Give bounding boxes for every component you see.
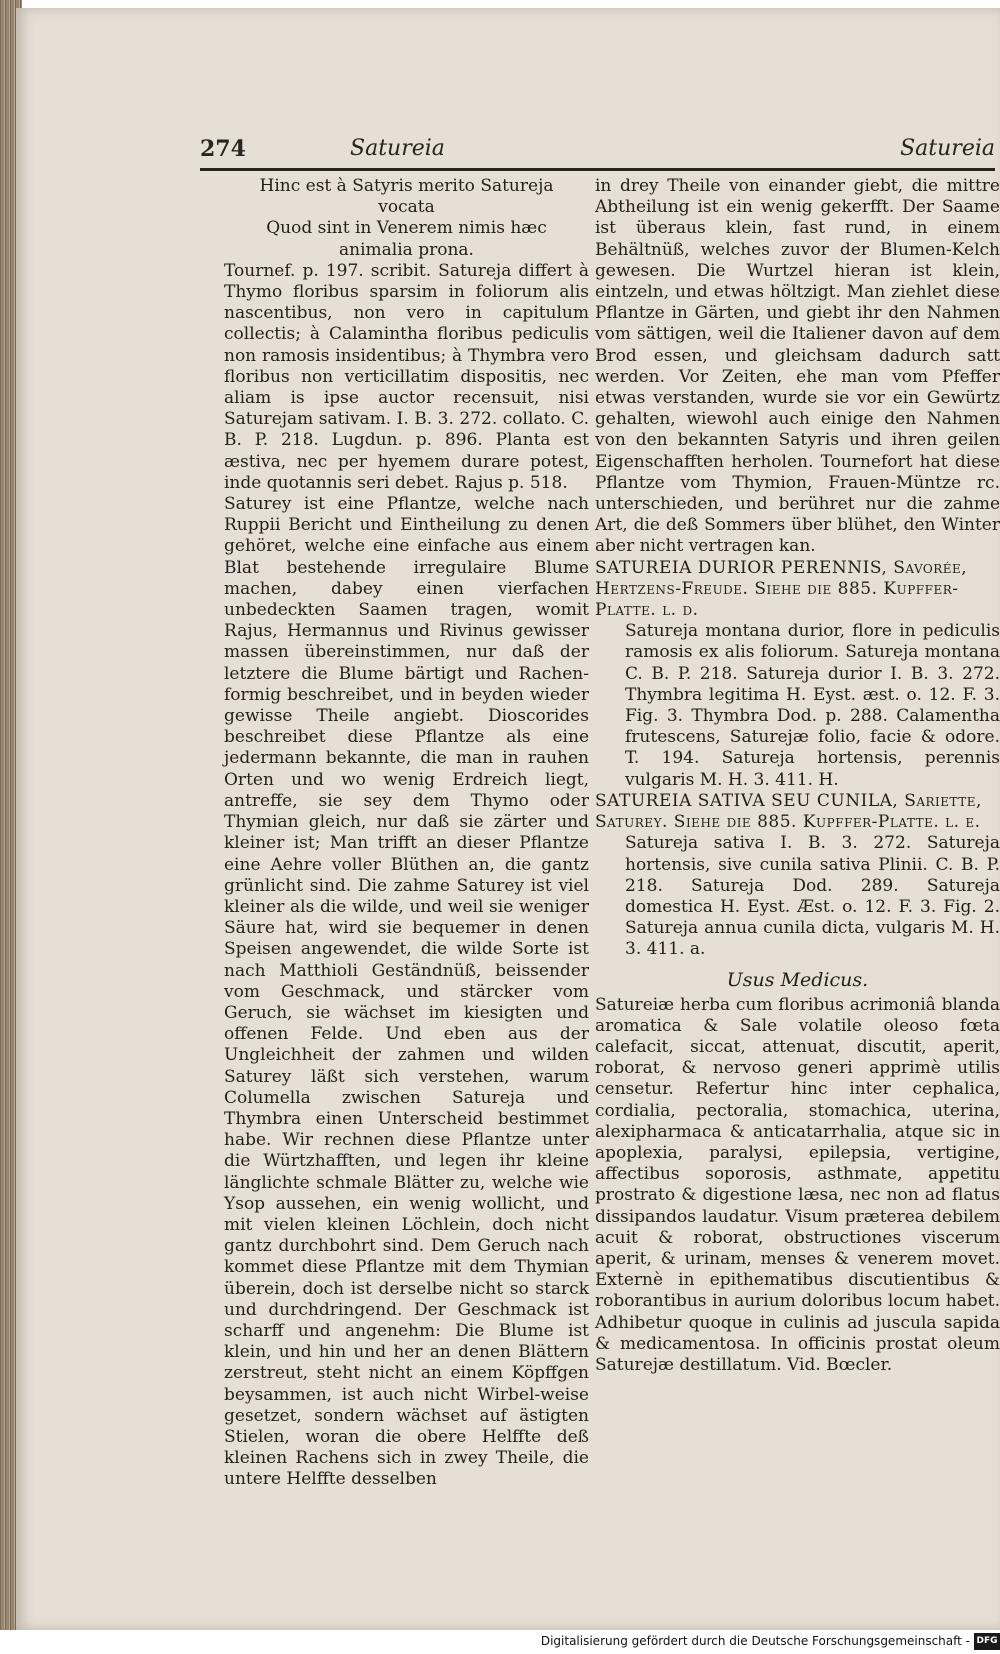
verse-line: Hinc est à Satyris merito Satureja xyxy=(259,176,554,196)
running-title-left: Satureia xyxy=(350,136,445,161)
entry-heading-durior: SATUREIA DURIOR PERENNIS, Savorée, Hertzens-Freude. Siehe die 885. Kupffer-Platte. l. d. xyxy=(595,557,968,621)
entry-body-durior: Satureja montana durior, flore in pediculis ramosis ex alis foliorum. Satureja montana C. B. P. 218. Satureja durior I. B. 3. 272. Thymbra legitima H. Eyst. æst. o. 12. F. 3. Fig. 3. Thymbra Dod. p. 288. Calamentha frutescens, Saturejæ folio, facie & odore. T. 194. Satureja hortensis, perennis vulgaris M. H. 3. 411. H. xyxy=(625,621,1000,790)
footer-credit: Digitalisierung gefördert durch die Deutsche Forschungsgemeinschaft - xyxy=(540,1634,970,1648)
latin-paragraph: Tournef. p. 197. scribit. Satureja differt à Thymo floribus sparsim in foliorum alis nascentibus, non vero in capitulum collectis; à Calamintha floribus pediculis non ramosis insidentibus; à Thymbra vero floribus non verticillatim dispositis, nec aliam is ipse auctor recensuit, nisi Saturejam sativam. I. B. 3. 272. collato. C. B. P. 218. Lugdun. p. 896. Planta est æstiva, nec per hyemem durare potest, inde quotannis seri debet. Rajus p. 518. xyxy=(224,260,589,493)
page-header xyxy=(200,132,995,172)
entry-heading-sativa: SATUREIA SATIVA SEU CUNILA, Sariette, Saturey. Siehe die 885. Kupffer-Platte. l. e. xyxy=(595,790,982,833)
german-paragraph: Saturey ist eine Pflantze, welche nach Ruppii Bericht und Eintheilung zu denen gehöret, welche eine einfache aus einem Blat bestehende irregulaire Blume machen, dabey einen vierfachen unbedeckten Saamen tragen, womit Rajus, Hermannus und Rivinus gewisser massen übereinstimmen, nur daß der letztere die Blume bärtigt und Rachen-formig beschreibet, und in beyden wieder gewisse Theile angiebt. Dioscorides beschreibet diese Pflantze als eine jedermann bekannte, die man in rauhen Orten und wo wenig Erdreich liegt, antreffe, sie sey dem Thymo oder Thymian gleich, nur daß sie zärter und kleiner ist; Man trifft an dieser Pflantze eine Aehre voller Blüthen an, die gantz grünlicht sind. Die zahme Saturey ist viel kleiner als die wilde, und weil sie weniger Säure hat, wird sie bequemer in denen Speisen angewendet, die wilde Sorte ist nach Matthioli Geständnüß, beissender vom Geschmack, und stärcker vom Geruch, sie wächset im kiesigten und offenen Felde. Und eben aus der Ungleichheit der zahmen und wilden Saturey läßt sich verstehen, warum Columella zwischen Satureja und Thymbra einen Unterscheid bestimmet habe. Wir rechnen diese Pflantze unter die Würtzhafften, und legen ihr kleine länglichte schmale Blätter zu, welche wie Ysop aussehen, ein wenig wollicht, und mit vielen kleinen Löchlein, doch nicht gantz durchbohrt sind. Dem Geruch nach kommet diese Pflantze mit dem Thymian überein, doch ist derselbe nicht so starck und durchdringend. Der Geschmack ist scharff und angenehm: Die Blume ist klein, und hin und her an denen Blättern zerstreut, steht nicht an einem Köpffgen beysammen, ist auch nicht Wirbel-weise gesetzet, sondern wächset auf ästigten Stielen, woran die obere Helffte deß kleinen Rachens sich in zwey Theile, die untere Helffte desselben xyxy=(224,494,589,1490)
digitization-footer xyxy=(0,1630,1000,1654)
left-column xyxy=(224,176,589,1491)
dfg-logo-icon: DFG xyxy=(974,1633,1000,1650)
usus-medicus-heading: Usus Medicus. xyxy=(726,968,869,991)
verse-line: Quod sint in Venerem nimis hæc xyxy=(266,218,547,239)
verse-line: animalia prona. xyxy=(339,239,474,260)
verse-line: vocata xyxy=(378,197,435,218)
right-column xyxy=(595,176,1000,1376)
page-number: 274 xyxy=(200,136,246,162)
continuation-paragraph: in drey Theile von einander giebt, die mittre Abtheilung ist ein wenig gekerfft. Der Saame ist überaus klein, fast rund, in einem Behältnüß, welches zuvor der Blumen-Kelch gewesen. Die Wurtzel hieran ist klein, eintzeln, und etwas höltzigt. Man ziehlet diese Pflantze in Gärten, und giebt ihr den Nahmen vom sättigen, weil die Italiener davon auf dem Brod essen, und gleichsam dadurch satt werden. Vor Zeiten, ehe man vom Pfeffer etwas verstanden, wurde sie vor ein Gewürtz gehalten, wiewohl auch einige den Nahmen von den bekannten Satyris und ihren geilen Eigenschafften herholen. Tournefort hat diese Pflantze vom Thymion, Frauen-Müntze rc. unterschieden, und berühret nur die zahme Art, die deß Sommers über blühet, den Winter aber nicht vertragen kan. xyxy=(595,176,1000,557)
running-title-right: Satureia xyxy=(900,136,995,161)
usus-medicus-body: Satureiæ herba cum floribus acrimoniâ blanda aromatica & Sale volatile oleoso fœta calefacit, siccat, attenuat, discutit, aperit, roborat, & nervoso generi apprimè utilis censetur. Refertur hinc inter cephalica, cordialia, pectoralia, stomachica, uterina, alexipharmaca & anticatarrhalia, atque sic in apoplexia, paralysi, epilepsia, vertigine, affectibus soporosis, asthmate, appetitu prostrato & digestione læsa, nec non ad flatus dissipandos laudatur. Visum præterea debilem acuit & roborat, obstructiones viscerum aperit, & urinam, menses & venerem movet. Externè in epithematibus discutientibus & roborantibus in aurium doloribus locum habet. Adhibetur quoque in culinis ad juscula sapida & medicamentosa. In officinis prostat oleum Saturejæ destillatum. Vid. Bœcler. xyxy=(595,994,1000,1375)
entry-body-sativa: Satureja sativa I. B. 3. 272. Satureja hortensis, sive cunila sativa Plinii. C. B. P. 218. Satureja Dod. 289. Satureja domestica H. Eyst. Æst. o. 12. F. 3. Fig. 2. Satureja annua cunila dicta, vulgaris M. H. 3. 411. a. xyxy=(625,833,1000,960)
header-rule xyxy=(200,168,995,171)
